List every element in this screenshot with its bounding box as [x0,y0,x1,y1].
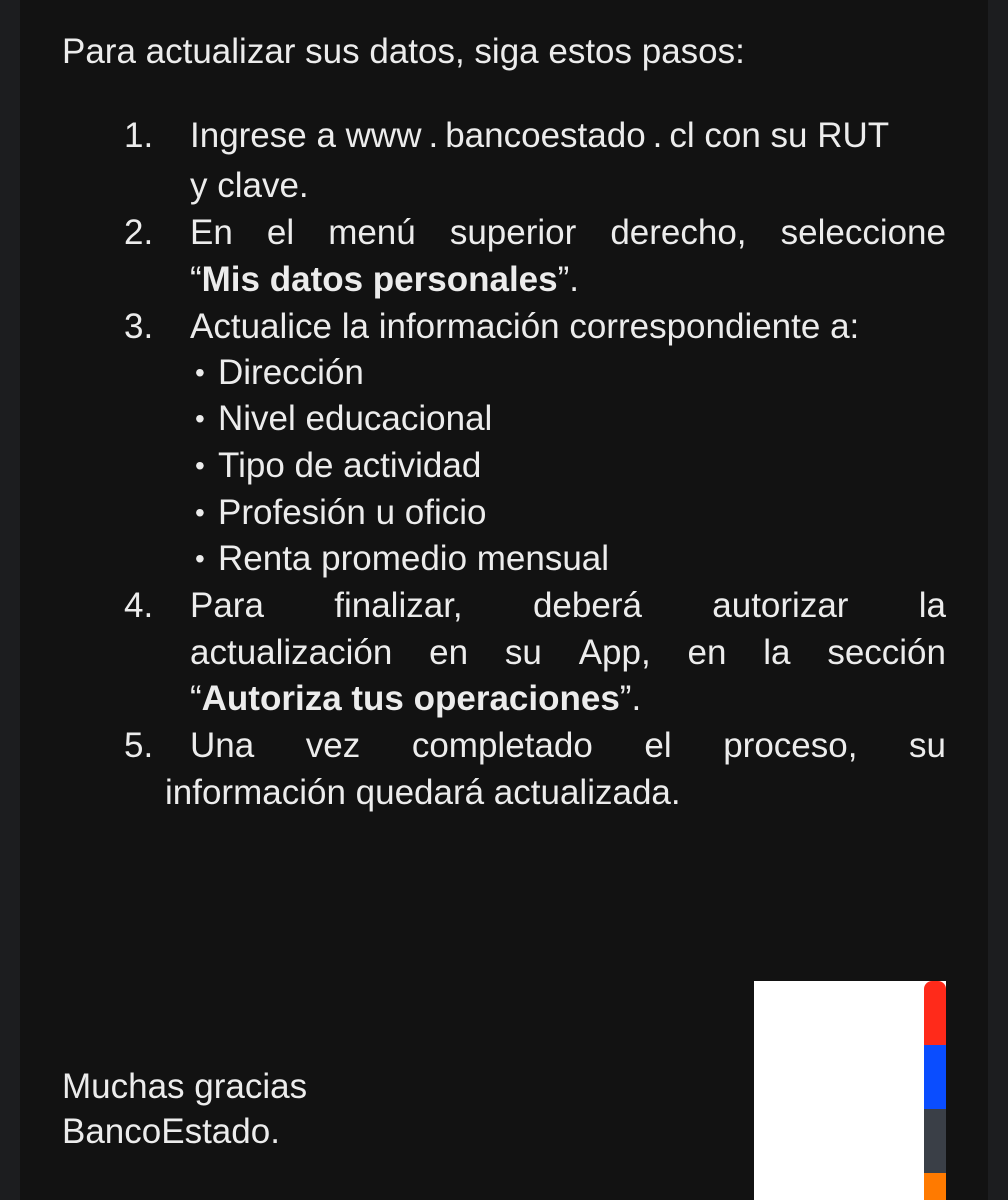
word: superior [449,213,577,252]
close-quote: ”. [619,679,642,718]
bullet-icon: • [195,357,205,388]
step-2-line-2 [190,260,579,300]
word: Una [190,726,255,765]
word: el [644,726,672,765]
word: proceso, [723,726,858,765]
logo-stripe-blue [924,1045,946,1109]
step-4-line-1 [190,586,946,626]
word: menú [328,213,416,252]
bullet-icon: • [195,450,205,481]
word: App, [578,633,651,672]
bancoestado-logo [754,981,946,1200]
step-5-number: 5. [124,726,154,765]
step-2-number: 2. [124,213,154,252]
word: sección [827,633,946,672]
bullet-item-nivel-educacional: Nivel educacional [218,399,493,438]
word: finalizar, [334,586,463,625]
word: la [763,633,791,672]
bullet-item-renta-promedio-mensual: Renta promedio mensual [218,539,610,578]
bullet-icon: • [195,403,205,434]
word: autorizar [712,586,849,625]
step-1-line-1: Ingrese a www . bancoestado . cl con su RUT [190,116,890,155]
word: su [909,726,946,765]
word: completado [411,726,593,765]
word: el [266,213,295,252]
bullet-item-direccion: Dirección [218,353,364,392]
bullet-item-profesion-u-oficio: Profesión u oficio [218,493,487,532]
word: en [687,633,727,672]
word: vez [305,726,361,765]
signoff-bank-name: BancoEstado. [62,1112,280,1151]
word: su [504,633,542,672]
step-2-line-1 [190,213,946,253]
message-body [20,0,988,1200]
open-quote: “ [190,679,202,718]
mis-datos-personales-label: Mis datos personales [201,260,558,299]
step-4-line-2 [190,633,946,673]
step-3-line-1: Actualice la información correspondiente a: [190,307,860,346]
step-1-number: 1. [124,116,154,155]
word: deberá [532,586,642,625]
logo-stripe-gray [924,1109,946,1173]
step-4-number: 4. [124,586,154,625]
logo-stripe-red [924,981,946,1045]
close-quote: ”. [557,260,579,299]
word: derecho, [610,213,747,252]
word: En [190,213,233,252]
signoff-thanks: Muchas gracias [62,1067,308,1106]
open-quote: “ [190,260,202,299]
bullet-icon: • [195,543,205,574]
step-5-line-2: información quedará actualizada. [165,773,681,812]
bullet-item-tipo-de-actividad: Tipo de actividad [218,446,482,485]
bullet-icon: • [195,497,205,528]
intro-text: Para actualizar sus datos, siga estos pasos: [62,32,745,71]
word: seleccione [780,213,946,252]
word: Para [190,586,264,625]
autoriza-tus-operaciones-label: Autoriza tus operaciones [201,679,620,718]
step-1-line-2: y clave. [190,166,309,205]
step-4-line-3 [190,679,641,719]
logo-stripe-orange [924,1173,946,1200]
word: la [918,586,946,625]
word: en [429,633,469,672]
step-3-number: 3. [124,307,154,346]
step-5-line-1 [190,726,946,766]
word: actualización [190,633,393,672]
